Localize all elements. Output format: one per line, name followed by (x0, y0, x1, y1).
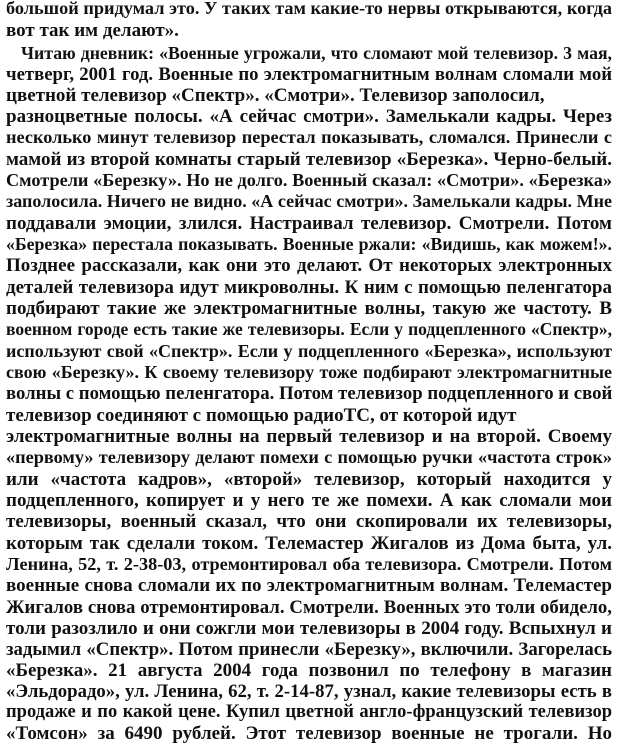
text-line: толи разозлило и они сожгли мои телевизоры в 2004 году. Вспыхнул и (6, 618, 612, 639)
text-line: «Березка» перестала показывать. Военные ржали: «Видишь, как можем!». (6, 234, 612, 254)
text-line: вот так им делают». (6, 20, 179, 41)
text-line: «Томсон» за 6490 рублей. Этот телевизор военные не трогали. Но (6, 723, 612, 744)
text-line: подбирают такие же электромагнитные волны, такую же частоту. В (6, 298, 612, 319)
text-line: которым так сделали током. Телемастер Жигалов из Дома быта, ул. (6, 533, 612, 554)
text-line: Позднее рассказали, как они это делают. От некоторых электронных (6, 255, 612, 276)
text-line: свою «Березку». К своему телевизору тоже подбирают электромагнитные (6, 362, 612, 382)
text-line: продаже и по какой цене. Купил цветной англо-французский телевизор (6, 702, 612, 722)
text-line: «Эльдорадо», ул. Ленина, 62, т. 2-14-87, узнал, какие телевизоры есть в (6, 681, 612, 702)
text-line: волны с помощью пеленгатора. Потом телевизор подцепленного и свой (6, 383, 613, 404)
text-line: четверг, 2001 год. Военные по электромагнитным волнам сломали мой (6, 64, 612, 85)
text-line: деталей телевизора идут микроволны. К ним с помощью пеленгатора (6, 277, 612, 298)
text-line: «Березка». 21 августа 2004 года позвонил по телефону в магазин (6, 660, 612, 681)
text-line: Смотрели «Березку». Но не долго. Военный сказал: «Смотри». «Березка» (6, 170, 612, 190)
text-line: подцепленного, копирует и у него те же помехи. А как сломали мои (6, 490, 612, 511)
text-line: телевизоры, военный сказал, что они скопировали их телевизоры, (6, 511, 612, 532)
text-line: электромагнитные волны на первый телевизор и на второй. Своему (6, 426, 612, 447)
text-line: Читаю дневник: «Военные угрожали, что сломают мой телевизор. 3 мая, (21, 43, 612, 63)
text-line: большой придумал это. У таких там какие-то нервы открываются, когда (6, 0, 612, 18)
text-line: или «частота кадров», «второй» телевизор, который находится у (6, 469, 612, 490)
text-line: Жигалов снова отремонтировал. Смотрели. Военных это толи обидело, (6, 597, 612, 618)
text-line: разноцветные полосы. «А сейчас смотри». Замелькали кадры. Через (6, 106, 612, 127)
text-line: военные снова сломали их по электромагнитным волнам. Телемастер (6, 575, 612, 596)
text-line: телевизор соединяют с помощью радиоТС, от которой идут (6, 405, 517, 426)
text-line: военном городе есть такие же телевизоры. Если у подцепленного «Спектр», (6, 319, 612, 339)
text-line: заполосила. Ничего не видно. «А сейчас смотри». Замелькали кадры. Мне (6, 191, 612, 211)
text-line: задымил «Спектр». Потом принесли «Березку», включили. Загорелась (6, 639, 612, 660)
text-line: поддавали эмоции, злился. Настраивал телевизор. Смотрели. Потом (6, 213, 612, 234)
text-line: «первому» телевизору делают помехи с помощью ручки «частота строк» (6, 447, 612, 467)
text-line: цветной телевизор «Спектр». «Смотри». Телевизор заполосил, (6, 85, 545, 106)
text-line: несколько минут телевизор перестал показывать, сломался. Принесли с (6, 127, 612, 147)
text-line: Ленина, 52, т. 2-38-03, отремонтировал оба телевизора. Смотрели. Потом (6, 554, 612, 574)
text-line: мамой из второй комнаты старый телевизор «Березка». Черно-белый. (6, 149, 612, 170)
text-line: используют свой «Спектр». Если у подцепленного «Березка», используют (6, 341, 612, 361)
